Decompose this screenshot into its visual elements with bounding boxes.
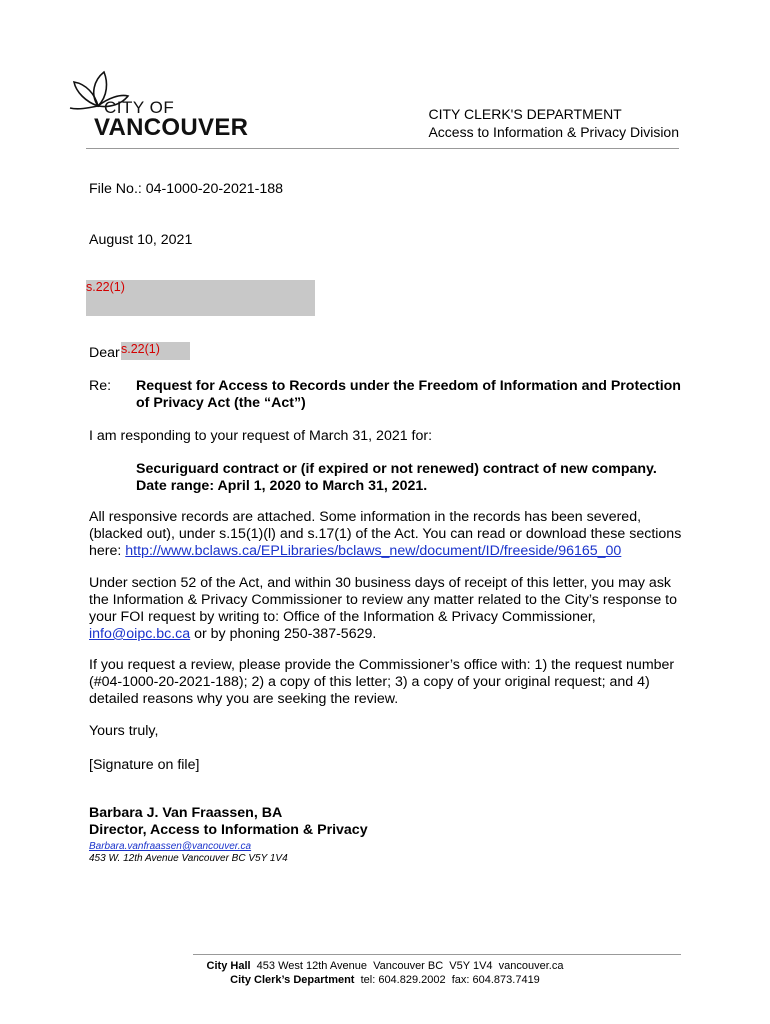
paragraph-review-rights — [89, 575, 681, 643]
bclaws-link[interactable]: http://www.bclaws.ca/EPLibraries/bclaws_new/document/ID/freeside/96165_00 — [125, 543, 622, 559]
paragraph-review-tail: or by phoning 250-387-5629. — [190, 626, 377, 642]
closing: Yours truly, — [89, 723, 159, 739]
signer-contact — [89, 841, 288, 865]
redacted-address-block — [86, 280, 315, 316]
footer-department: City Clerk’s Department — [230, 974, 355, 986]
signer-address: 453 W. 12th Avenue Vancouver BC V5Y 1V4 — [89, 853, 288, 864]
footer-phone: tel: 604.829.2002 fax: 604.873.7419 — [354, 974, 540, 986]
header-divider — [86, 148, 679, 149]
signer-name: Barbara J. Van Fraassen, BA — [89, 805, 283, 821]
file-number: File No.: 04-1000-20-2021-188 — [89, 181, 284, 197]
footer-divider — [193, 954, 681, 955]
division-name: Access to Information & Privacy Division — [428, 124, 679, 140]
footer-city-hall: City Hall — [206, 960, 251, 972]
department-header — [428, 105, 679, 141]
intro-line: I am responding to your request of March 31, 2021 for: — [89, 428, 433, 444]
footer-line-1 — [0, 959, 770, 973]
paragraph-review-text: Under section 52 of the Act, and within 30 business days of receipt of this letter, you may ask the Information & Privacy Commissioner to review any matter related to the City’s response to your FOI request by writing to: Office of the Information & Privacy Commissioner, — [89, 575, 677, 625]
department-name: CITY CLERK'S DEPARTMENT — [428, 106, 622, 122]
redaction-label: s.22(1) — [86, 280, 125, 294]
signer-email-link[interactable]: Barbara.vanfraassen@vancouver.ca — [89, 841, 252, 852]
logo-vancouver: VANCOUVER — [94, 114, 249, 141]
letter-date: August 10, 2021 — [89, 232, 193, 248]
paragraph-records-text: All responsive records are attached. Some information in the records has been severed, (blacked out), under s.15(1)(l) and s.17(1) of the Act. You can read or download these sections here: — [89, 509, 682, 559]
footer-address: 453 West 12th Avenue Vancouver BC V5Y 1V4 vancouver.ca — [250, 960, 564, 972]
re-label: Re: — [89, 378, 112, 394]
paragraph-records — [89, 509, 684, 560]
redacted-name — [121, 342, 190, 360]
salutation-dear: Dear — [89, 345, 120, 361]
signer-title: Director, Access to Information & Privacy — [89, 822, 368, 838]
salutation — [89, 345, 120, 362]
city-of-vancouver-logo — [68, 68, 258, 140]
request-description: Securiguard contract or (if expired or not renewed) contract of new company. Date range: April 1, 2020 to March 31, 2021. — [136, 461, 657, 494]
paragraph-review-instructions: If you request a review, please provide the Commissioner’s office with: 1) the request number (#04-1000-20-2021-188); 2) a copy of this letter; 3) a copy of your original request; and 4) detailed reasons why you are seeking the review. — [89, 657, 675, 707]
redaction-label: s.22(1) — [121, 342, 160, 356]
signature: [Signature on file] — [89, 757, 200, 773]
footer — [0, 959, 770, 987]
logo-city-of: CITY OF — [104, 98, 175, 117]
re-subject: Request for Access to Records under the Freedom of Information and Protection of Privacy Act (the “Act”) — [136, 378, 681, 411]
footer-line-2 — [0, 973, 770, 987]
oipc-email-link[interactable]: info@oipc.bc.ca — [89, 626, 191, 642]
